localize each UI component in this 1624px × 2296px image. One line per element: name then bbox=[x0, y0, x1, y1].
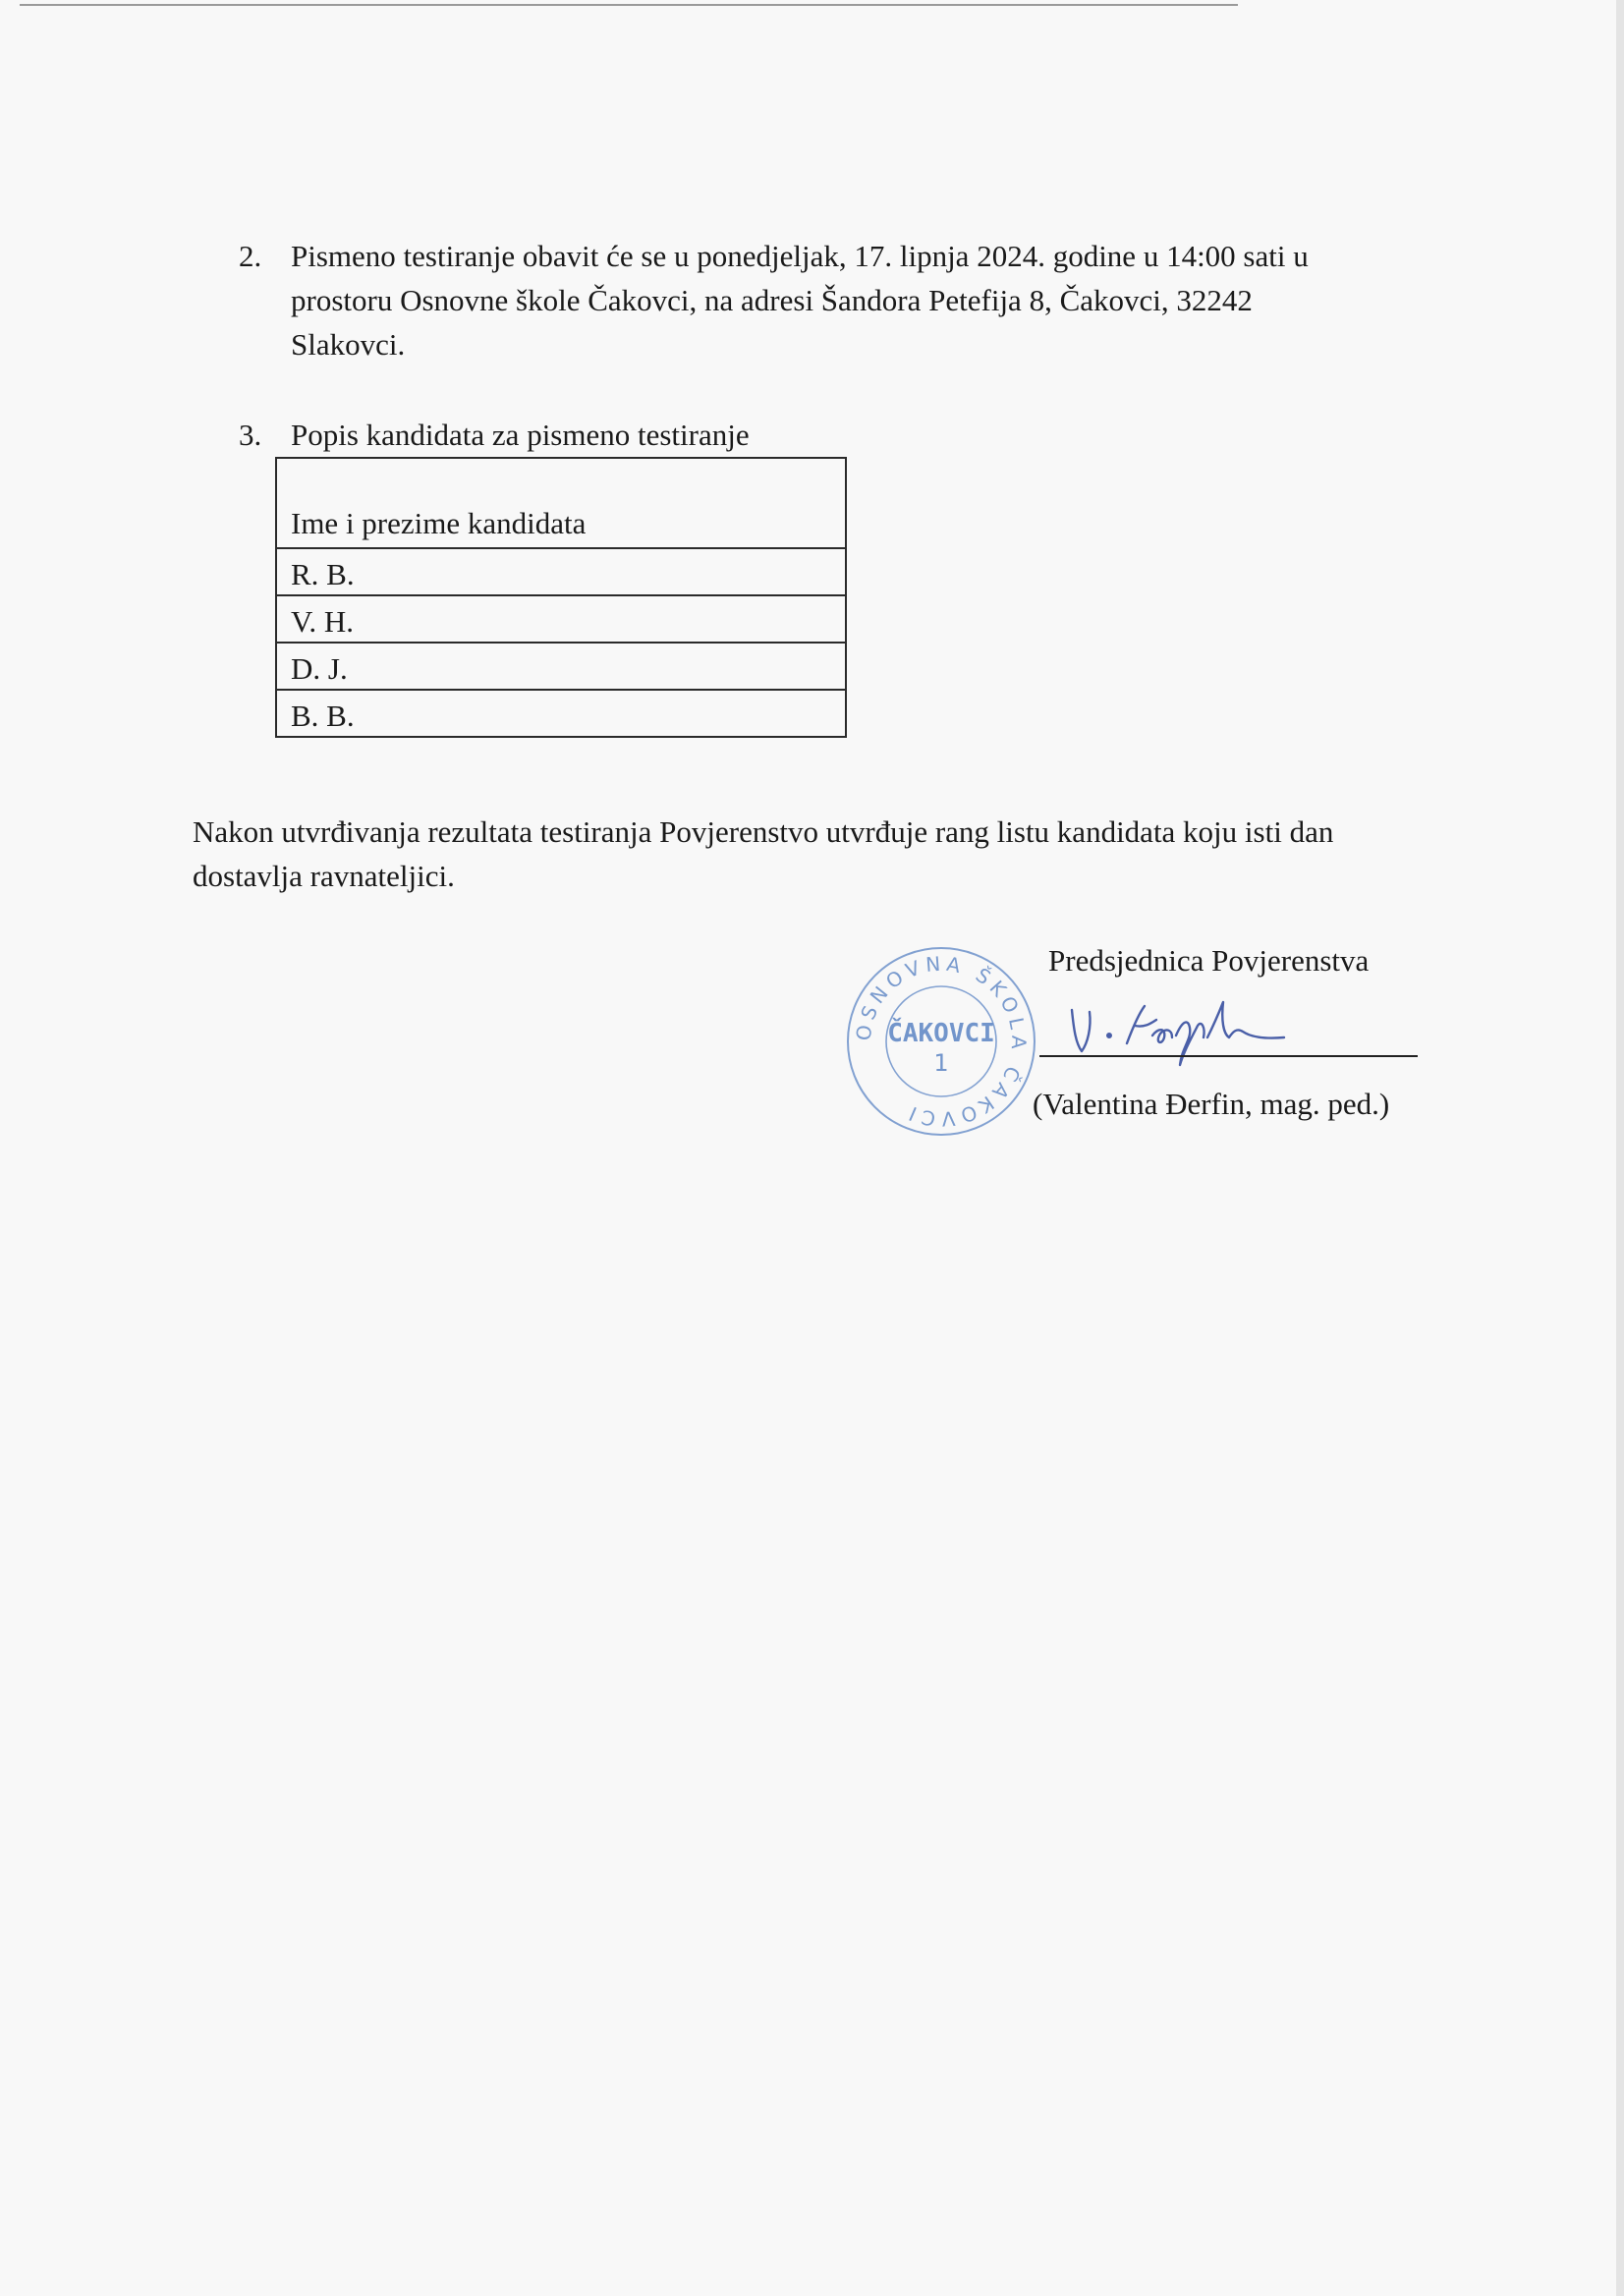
table-header-cell: Ime i prezime kandidata bbox=[276, 458, 846, 548]
candidates-table bbox=[275, 457, 847, 738]
text-line: prostoru Osnovne škole Čakovci, na adresi Šandora Petefija 8, Čakovci, 32242 bbox=[291, 283, 1253, 317]
scan-right-edge bbox=[1616, 0, 1624, 2296]
list-number: 3. bbox=[239, 418, 262, 452]
stamp-number: 1 bbox=[933, 1049, 949, 1077]
table-row bbox=[276, 595, 846, 643]
candidate-cell: R. B. bbox=[276, 548, 846, 595]
text-line: Popis kandidata za pismeno testiranje bbox=[291, 418, 750, 452]
signatory-name: (Valentina Đerfin, mag. ped.) bbox=[1033, 1087, 1390, 1121]
table-header-row bbox=[276, 458, 846, 548]
candidate-cell: D. J. bbox=[276, 643, 846, 690]
text-line: Nakon utvrđivanja rezultata testiranja Povjerenstvo utvrđuje rang listu kandidata koju isti dan bbox=[193, 814, 1334, 849]
candidate-cell: B. B. bbox=[276, 690, 846, 737]
table-row bbox=[276, 690, 846, 737]
signature-title: Predsjednica Povjerenstva bbox=[1048, 943, 1370, 978]
candidate-cell: V. H. bbox=[276, 595, 846, 643]
handwritten-signature bbox=[1066, 992, 1292, 1071]
list-item-text bbox=[291, 413, 750, 457]
closing-paragraph bbox=[193, 810, 1470, 898]
text-line: Pismeno testiranje obavit će se u ponedjeljak, 17. lipnja 2024. godine u 14:00 sati u bbox=[291, 239, 1309, 273]
scan-top-rule bbox=[20, 4, 1238, 6]
table-row bbox=[276, 643, 846, 690]
table-row bbox=[276, 548, 846, 595]
stamp-center-text: ČAKOVCI bbox=[887, 1019, 995, 1048]
school-stamp bbox=[843, 943, 1039, 1140]
text-line: Slakovci. bbox=[291, 327, 406, 362]
list-number: 2. bbox=[239, 239, 262, 273]
text-line: dostavlja ravnateljici. bbox=[193, 859, 455, 893]
list-item-text bbox=[291, 234, 1421, 366]
stamp-ring-text: OSNOVNA ŠKOLA ČAKOVCI bbox=[851, 951, 1032, 1132]
signature-line bbox=[1039, 1055, 1418, 1057]
